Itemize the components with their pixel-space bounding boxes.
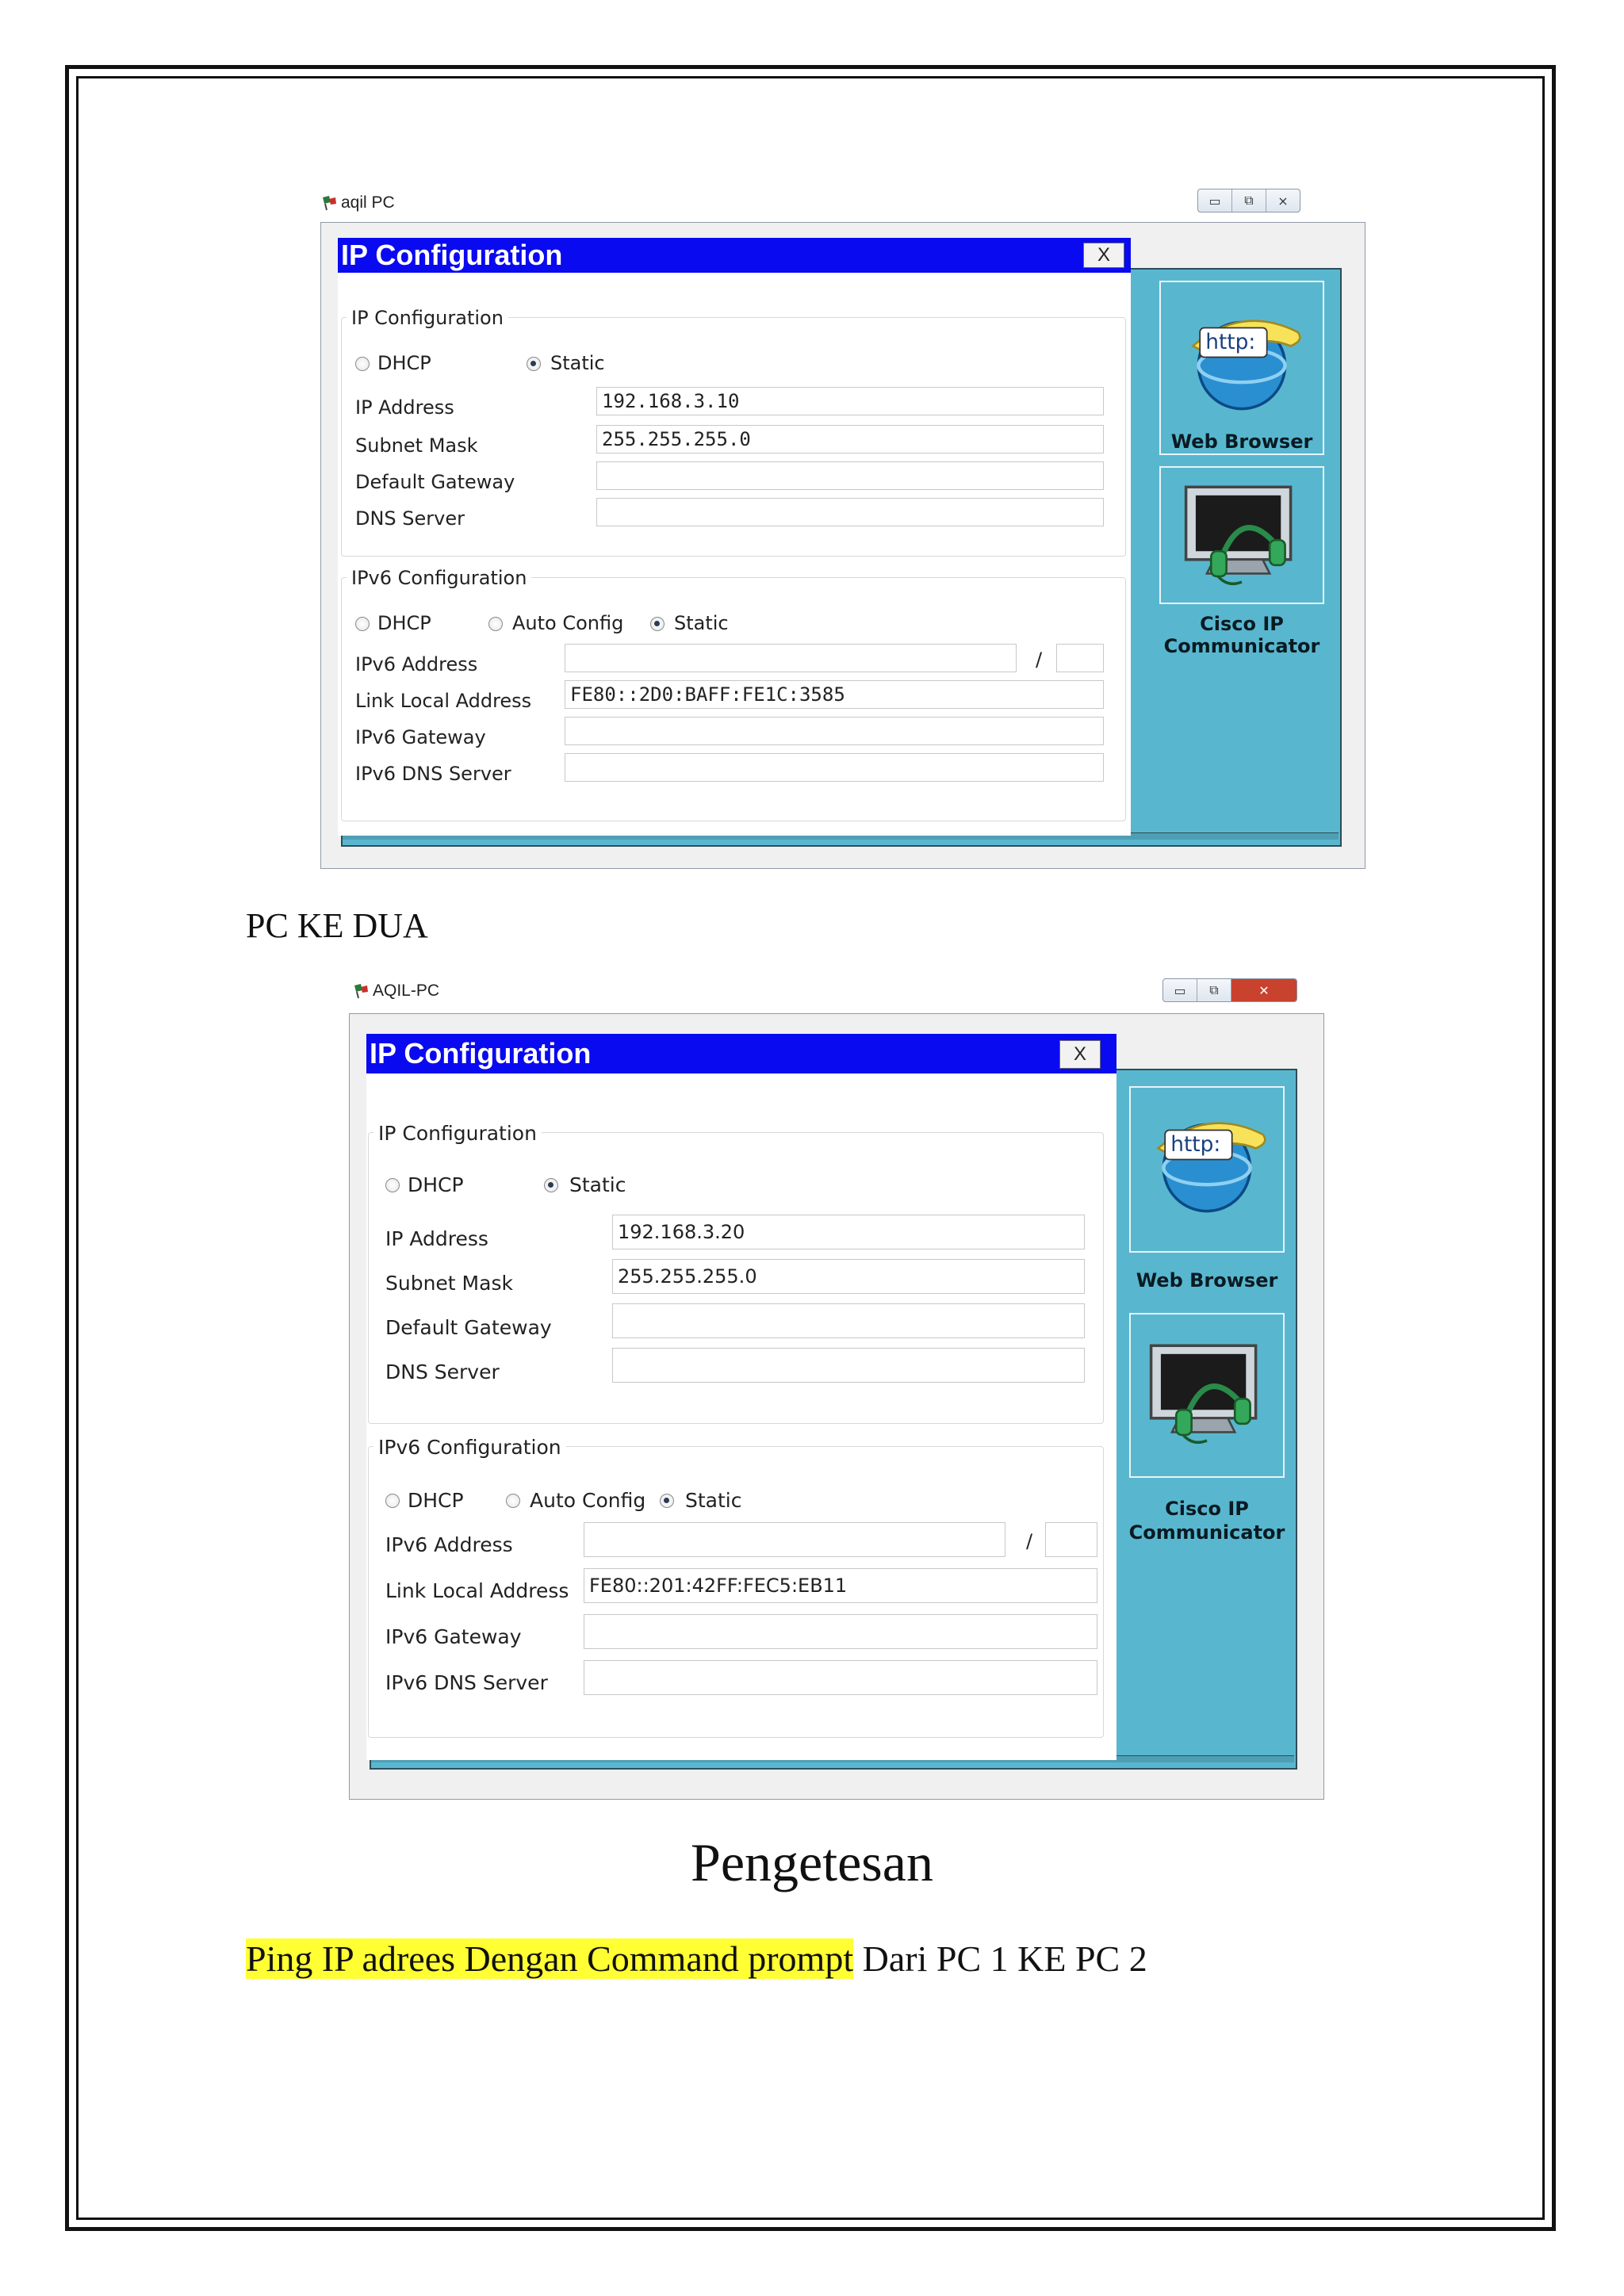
pc1-ipv6-static-radio[interactable] (650, 617, 665, 631)
pc1-ipv4-dhcp-radio[interactable] (355, 357, 370, 371)
pc2-dns-server-input[interactable] (612, 1348, 1085, 1383)
pc2-default-gateway-input[interactable] (612, 1303, 1085, 1338)
pc1-ipv6-legend: IPv6 Configuration (347, 567, 531, 589)
pc1-ip-address-label: IP Address (355, 396, 454, 419)
pc2-cisco-label-line2: Communicator (1128, 1521, 1285, 1544)
pc1-ipv4-static-radio[interactable] (527, 357, 541, 371)
pc2-dialog-close-button[interactable]: X (1059, 1040, 1101, 1069)
pc2-ip-address-input[interactable]: 192.168.3.20 (612, 1215, 1085, 1249)
pc2-ipv6-gateway-label: IPv6 Gateway (385, 1625, 522, 1648)
pc2-ipv6-address-input[interactable] (584, 1522, 1005, 1557)
pc2-ipv6-dhcp-label: DHCP (408, 1489, 464, 1512)
pc2-ipv6-dhcp-radio[interactable] (385, 1494, 400, 1508)
pc1-ipv6-gateway-label: IPv6 Gateway (355, 726, 486, 748)
pc1-ipv4-dhcp-label: DHCP (377, 352, 431, 374)
pc1-ip-address-input[interactable]: 192.168.3.10 (596, 387, 1104, 415)
pc2-ipv4-dhcp-radio[interactable] (385, 1178, 400, 1192)
pc1-maximize-button[interactable]: ⧉ (1232, 189, 1266, 212)
pc2-ip-config-dialog (366, 1034, 1116, 1760)
pc1-web-browser-tile[interactable] (1159, 281, 1324, 455)
pc2-prefix-separator: / (1026, 1530, 1033, 1552)
monitor-headset-icon (1137, 1324, 1277, 1464)
monitor-headset-icon (1172, 471, 1312, 599)
pc1-link-local-label: Link Local Address (355, 690, 532, 712)
pc1-prefix-separator: / (1036, 649, 1043, 671)
pc1-ipv6-auto-radio[interactable] (488, 617, 503, 631)
packet-tracer-pc-icon (352, 983, 370, 999)
section-title: Pengetesan (691, 1832, 933, 1892)
pc1-default-gateway-input[interactable] (596, 461, 1104, 490)
pc2-ipv6-prefix-input[interactable] (1045, 1522, 1097, 1557)
pc2-window-controls (1162, 978, 1297, 1002)
pc1-default-gateway-label: Default Gateway (355, 471, 515, 493)
pc2-ipv6-gateway-input[interactable] (584, 1614, 1097, 1649)
pc2-ip-address-label: IP Address (385, 1227, 488, 1250)
pc2-web-browser-label: Web Browser (1136, 1269, 1278, 1292)
pc1-ipv6-dhcp-label: DHCP (377, 612, 431, 634)
pc1-http-text: http: (1205, 329, 1256, 354)
globe-http-icon (1172, 290, 1312, 430)
pc2-dialog-title: IP Configuration (366, 1034, 1116, 1073)
pc2-window-titlebar (349, 977, 1326, 1005)
pc2-ipv6-address-label: IPv6 Address (385, 1533, 513, 1556)
pc2-cisco-communicator-tile[interactable] (1129, 1313, 1285, 1478)
pc1-cisco-label-line2: Communicator (1163, 635, 1320, 657)
pc1-ipv6-dns-label: IPv6 DNS Server (355, 763, 511, 785)
pc2-link-local-label: Link Local Address (385, 1579, 569, 1602)
ping-instruction (246, 1938, 1147, 1980)
pc2-ipv4-static-label: Static (569, 1173, 626, 1196)
pc1-link-local-input[interactable]: FE80::2D0:BAFF:FE1C:3585 (565, 680, 1104, 709)
pc1-dialog-close-button[interactable]: X (1083, 243, 1124, 268)
pc2-screenshot (349, 977, 1326, 1801)
pc1-dialog-title: IP Configuration (338, 238, 1131, 273)
packet-tracer-pc-icon (320, 195, 338, 211)
pc2-default-gateway-label: Default Gateway (385, 1316, 552, 1339)
pc1-ipv4-legend: IP Configuration (347, 307, 508, 329)
pc1-ipv6-prefix-input[interactable] (1056, 644, 1104, 672)
pc1-cisco-communicator-tile[interactable] (1159, 466, 1324, 604)
pc2-ipv4-legend: IP Configuration (373, 1122, 542, 1145)
pc1-window-titlebar (317, 189, 1365, 217)
pc2-ipv6-dns-label: IPv6 DNS Server (385, 1671, 548, 1694)
pc1-screenshot (317, 189, 1365, 869)
globe-http-icon (1137, 1093, 1277, 1232)
pc2-maximize-button[interactable]: ⧉ (1197, 979, 1231, 1001)
pc2-ipv4-dhcp-label: DHCP (408, 1173, 464, 1196)
pc1-window-title: aqil PC (341, 193, 395, 212)
pc2-ipv6-dns-input[interactable] (584, 1660, 1097, 1695)
pc2-cisco-label-line1: Cisco IP (1165, 1498, 1249, 1520)
pc2-minimize-button[interactable]: ▭ (1163, 979, 1197, 1001)
pc2-dns-server-label: DNS Server (385, 1360, 500, 1383)
pc1-dns-server-input[interactable] (596, 498, 1104, 526)
pc2-link-local-input[interactable]: FE80::201:42FF:FEC5:EB11 (584, 1568, 1097, 1603)
pc1-ipv6-address-label: IPv6 Address (355, 653, 478, 675)
pc2-ipv6-auto-label: Auto Config (530, 1489, 646, 1512)
pc2-web-browser-tile[interactable] (1129, 1086, 1285, 1253)
pc1-window-controls (1197, 189, 1300, 212)
pc1-web-browser-label: Web Browser (1170, 430, 1313, 453)
pc2-ipv6-legend: IPv6 Configuration (373, 1436, 566, 1459)
pc2-heading: PC KE DUA (246, 906, 428, 945)
pc1-subnet-mask-label: Subnet Mask (355, 434, 478, 457)
ping-instruction-highlighted: Ping IP adrees Dengan Command prompt (246, 1938, 854, 1979)
pc1-close-window-button[interactable]: ⨯ (1277, 193, 1289, 209)
pc2-ipv6-static-radio[interactable] (660, 1494, 674, 1508)
pc1-ipv4-static-label: Static (550, 352, 605, 374)
pc2-close-window-button[interactable]: ✕ (1231, 979, 1297, 1001)
pc1-ipv6-dns-input[interactable] (565, 753, 1104, 782)
pc1-ipv6-gateway-input[interactable] (565, 717, 1104, 745)
pc1-ipv6-auto-label: Auto Config (512, 612, 624, 634)
pc2-ipv6-static-label: Static (685, 1489, 742, 1512)
pc1-dns-server-label: DNS Server (355, 507, 465, 530)
pc1-ipv6-address-input[interactable] (565, 644, 1017, 672)
pc1-minimize-button[interactable]: ▭ (1198, 189, 1232, 212)
pc2-subnet-mask-label: Subnet Mask (385, 1272, 513, 1295)
pc1-cisco-label-line1: Cisco IP (1200, 613, 1284, 635)
pc1-ip-config-dialog (338, 238, 1131, 836)
pc2-subnet-mask-input[interactable]: 255.255.255.0 (612, 1259, 1085, 1294)
pc1-ipv6-dhcp-radio[interactable] (355, 617, 370, 631)
pc1-subnet-mask-input[interactable]: 255.255.255.0 (596, 425, 1104, 453)
pc2-window-title: AQIL-PC (373, 982, 440, 1000)
ping-instruction-rest: Dari PC 1 KE PC 2 (853, 1938, 1147, 1979)
pc1-ipv6-static-label: Static (674, 612, 729, 634)
pc2-http-text: http: (1170, 1131, 1221, 1157)
pc2-ipv4-static-radio[interactable] (544, 1178, 558, 1192)
pc2-ipv6-auto-radio[interactable] (506, 1494, 520, 1508)
